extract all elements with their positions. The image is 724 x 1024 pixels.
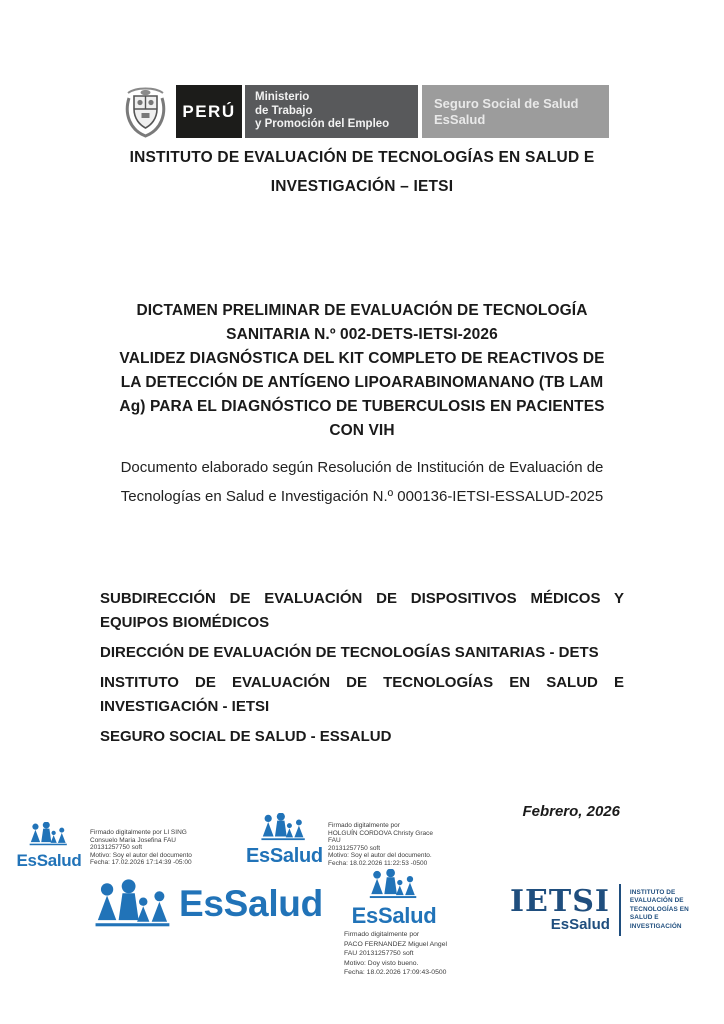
peru-label: PERÚ bbox=[182, 101, 236, 121]
essalud-wordmark: EsSalud bbox=[179, 883, 323, 924]
seguro-line: EsSalud bbox=[434, 111, 486, 127]
seguro-line: Seguro Social de Salud bbox=[434, 96, 579, 111]
signature-text-line: Fecha: 17.02.2026 17:14:39 -05:00 bbox=[90, 859, 192, 866]
main-title bbox=[60, 299, 664, 443]
signature-holguin-cordova bbox=[246, 813, 446, 867]
signature-text-line: Motivo: Soy el autor del documento. bbox=[328, 852, 432, 859]
org-line: INVESTIGACIÓN - IETSI bbox=[100, 698, 270, 715]
org-line: SUBDIRECCIÓN DE EVALUACIÓN DE DISPOSITIVOS MÉDICOS Y bbox=[100, 590, 624, 607]
subtitle-line: Tecnologías en Salud e Investigación N.º 000136-IETSI-ESSALUD-2025 bbox=[120, 488, 604, 505]
signature-text-line: Firmado digitalmente por LI SING bbox=[90, 829, 187, 836]
org-line: SEGURO SOCIAL DE SALUD - ESSALUD bbox=[100, 728, 392, 745]
signature-li-sing bbox=[16, 822, 222, 870]
signature-text-line: Firmado digitalmente por bbox=[328, 822, 400, 829]
signature-text-line: Firmado digitalmente por bbox=[344, 931, 420, 938]
org-line: INSTITUTO DE EVALUACIÓN DE TECNOLOGÍAS EN SALUD E bbox=[100, 674, 624, 691]
ministry-line: y Promoción del Empleo bbox=[255, 118, 390, 131]
main-title-line: LA DETECCIÓN DE ANTÍGENO LIPOARABINOMANANO (TB LAM bbox=[120, 374, 604, 391]
organization-block bbox=[100, 587, 624, 755]
ietsi-side-line: INVESTIGACIÓN bbox=[629, 922, 682, 930]
essalud-family-icon bbox=[368, 869, 420, 899]
essalud-family-icon bbox=[260, 813, 308, 841]
ietsi-side-line: INSTITUTO DE bbox=[629, 888, 676, 896]
signature-text bbox=[344, 930, 454, 978]
ministry-box bbox=[245, 85, 418, 138]
main-title-line: VALIDEZ DIAGNÓSTICA DEL KIT COMPLETO DE REACTIVOS DE bbox=[119, 350, 605, 367]
org-direccion bbox=[100, 641, 624, 665]
org-line: DIRECCIÓN DE EVALUACIÓN DE TECNOLOGÍAS SANITARIAS - DETS bbox=[100, 644, 599, 661]
main-title-line: CON VIH bbox=[329, 422, 395, 439]
essalud-family-icon bbox=[28, 822, 70, 846]
peru-coat-of-arms-icon bbox=[121, 84, 170, 138]
ietsi-side-line: TECNOLOGÍAS EN bbox=[629, 905, 689, 913]
ietsi-acronym: IETSI bbox=[510, 884, 610, 919]
essalud-logo-small bbox=[16, 822, 82, 870]
org-instituto bbox=[100, 671, 624, 719]
org-subdireccion bbox=[100, 587, 624, 635]
ietsi-essalud-label: EsSalud bbox=[550, 916, 610, 933]
signature-text-line: 20131257750 soft bbox=[90, 844, 143, 851]
ministry-line: de Trabajo bbox=[255, 104, 313, 117]
ietsi-side-line: EVALUACIÓN DE bbox=[629, 897, 684, 905]
ietsi-divider bbox=[619, 884, 621, 936]
signature-text-line: PACO FERNANDEZ Miguel Angel bbox=[344, 940, 447, 948]
institute-title-line: INSTITUTO DE EVALUACIÓN DE TECNOLOGÍAS EN SALUD E bbox=[129, 149, 595, 166]
main-title-line: SANITARIA N.º 002-DETS-IETSI-2026 bbox=[226, 326, 498, 343]
ietsi-logo bbox=[510, 884, 689, 936]
signature-paco-fernandez bbox=[344, 869, 454, 978]
essalud-logo-small bbox=[344, 869, 444, 927]
seguro-social-box bbox=[422, 85, 609, 138]
signature-text bbox=[90, 829, 222, 870]
signature-text-line: Fecha: 18.02.2026 17:09:43-0500 bbox=[344, 969, 447, 977]
signature-text bbox=[328, 822, 446, 867]
main-title-line: DICTAMEN PRELIMINAR DE EVALUACIÓN DE TECNOLOGÍA bbox=[136, 302, 588, 319]
subtitle-line: Documento elaborado según Resolución de Institución de Evaluación de bbox=[120, 459, 604, 476]
ietsi-wordmark bbox=[510, 884, 610, 933]
ministry-line: Ministerio bbox=[255, 91, 310, 104]
institute-title bbox=[50, 143, 674, 201]
signature-text-line: Consuelo Maria Josefina FAU bbox=[90, 836, 176, 844]
signature-text-line: 20131257750 soft bbox=[328, 844, 381, 852]
essalud-logo-small bbox=[246, 813, 322, 867]
essalud-logo-large bbox=[94, 879, 323, 929]
signature-text-line: FAU 20131257750 soft bbox=[344, 950, 414, 958]
signature-text-line: HOLGUÍN CORDOVA Christy Grace FAU bbox=[328, 829, 433, 844]
essalud-wordmark: EsSalud bbox=[246, 845, 323, 867]
signature-text-line: Fecha: 18.02.2026 11:22:53 -0500 bbox=[328, 859, 428, 867]
signature-text-line: Motivo: Doy visto bueno. bbox=[344, 959, 419, 967]
ietsi-side-text bbox=[630, 889, 689, 932]
subtitle bbox=[60, 453, 664, 511]
ietsi-side-line: SALUD E bbox=[629, 914, 659, 922]
essalud-wordmark: EsSalud bbox=[16, 851, 82, 870]
essalud-wordmark: EsSalud bbox=[351, 903, 437, 928]
org-line: EQUIPOS BIOMÉDICOS bbox=[100, 614, 270, 631]
institute-title-line: INVESTIGACIÓN – IETSI bbox=[270, 178, 454, 195]
essalud-family-icon bbox=[94, 879, 174, 929]
date-label: Febrero, 2026 bbox=[522, 803, 620, 820]
signature-text-line: Motivo: Soy el autor del documento bbox=[90, 851, 192, 859]
org-seguro bbox=[100, 725, 624, 749]
peru-box bbox=[176, 85, 242, 138]
main-title-line: Ag) PARA EL DIAGNÓSTICO DE TUBERCULOSIS EN PACIENTES bbox=[119, 398, 605, 415]
